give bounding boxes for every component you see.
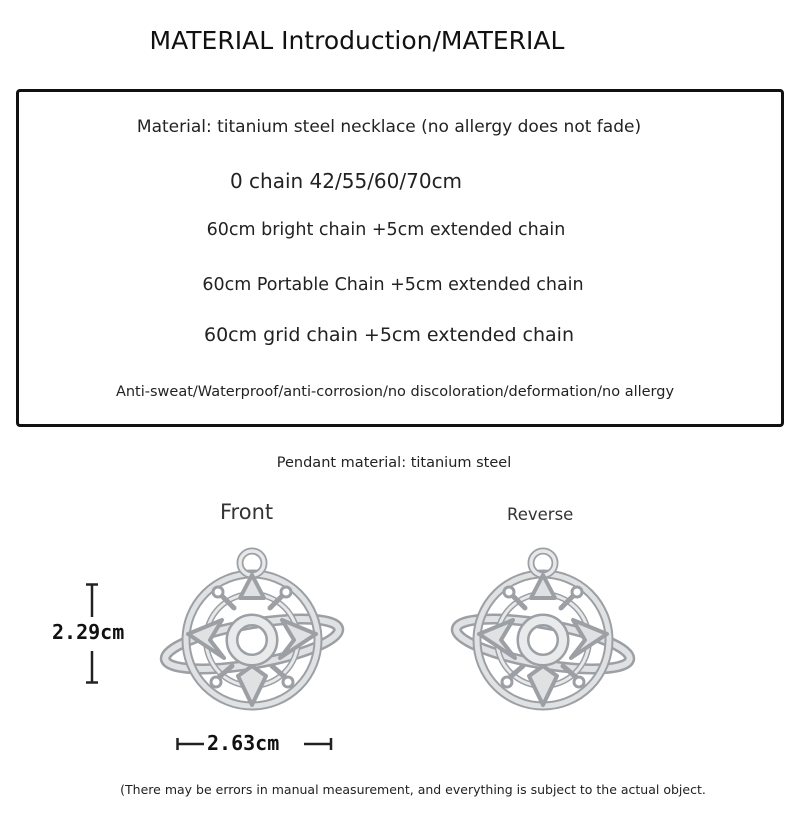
chain-option-grid: 60cm grid chain +5cm extended chain — [204, 324, 574, 346]
pendant-width: 2.63cm — [207, 731, 280, 755]
front-label: Front — [220, 500, 274, 524]
pendant-height: 2.29cm — [52, 620, 125, 644]
pendant-material: Pendant material: titanium steel — [276, 455, 512, 471]
material-description: Material: titanium steel necklace (no allergy does not fade) — [136, 117, 642, 137]
chain-option-portable: 60cm Portable Chain +5cm extended chain — [202, 275, 584, 295]
pendant-front-image — [160, 548, 345, 718]
chain-lengths: 0 chain 42/55/60/70cm — [229, 169, 463, 193]
measurement-disclaimer: (There may be errors in manual measurement, and everything is subject to the actual object. — [120, 782, 706, 797]
page-title: MATERIAL Introduction/MATERIAL — [149, 26, 565, 55]
material-features: Anti-sweat/Waterproof/anti-corrosion/no discoloration/deformation/no allergy — [115, 384, 675, 400]
pendant-reverse-image — [450, 548, 635, 718]
reverse-label: Reverse — [507, 505, 574, 524]
material-info-box — [16, 89, 784, 427]
chain-option-bright: 60cm bright chain +5cm extended chain — [206, 220, 566, 240]
